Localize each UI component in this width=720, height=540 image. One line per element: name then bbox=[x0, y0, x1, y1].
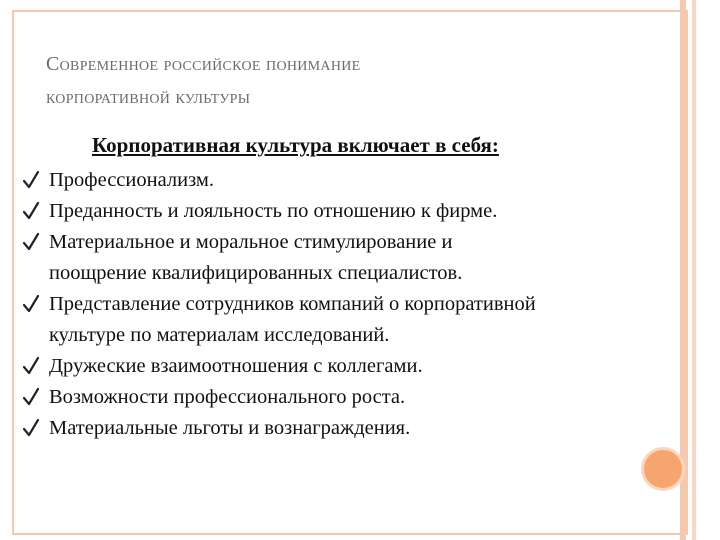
checkmark-icon bbox=[22, 293, 40, 315]
list-item bbox=[22, 351, 702, 382]
list-item-text-continued: поощрение квалифицированных специалистов. bbox=[49, 262, 463, 284]
list-item bbox=[22, 165, 702, 196]
section-heading: Корпоративная культура включает в себя: bbox=[92, 133, 499, 157]
list-item bbox=[22, 196, 702, 227]
list-item-text-continued: культуре по материалам исследований. bbox=[49, 324, 390, 346]
title-line-2: корпоративной культуры bbox=[46, 86, 251, 108]
checkmark-icon bbox=[22, 169, 40, 191]
list-item-text: Материальное и моральное стимулирование и bbox=[49, 231, 453, 253]
list-item-text: Материальные льготы и вознаграждения. bbox=[49, 417, 411, 439]
slide-title bbox=[46, 48, 606, 114]
list-item bbox=[22, 382, 702, 413]
checkmark-icon bbox=[22, 200, 40, 222]
list-item-text: Профессионализм. bbox=[49, 169, 214, 191]
list-item-text: Представление сотрудников компаний о корпоративной bbox=[49, 293, 536, 315]
checkmark-icon bbox=[22, 355, 40, 377]
list-item-text: Возможности профессионального роста. bbox=[49, 386, 406, 408]
list-item bbox=[22, 289, 702, 351]
list-item-text: Дружеские взаимоотношения с коллегами. bbox=[49, 355, 423, 377]
list-item-text: Преданность и лояльность по отношению к фирме. bbox=[49, 200, 498, 222]
title-line-1: Современное российское понимание bbox=[46, 53, 361, 75]
checkmark-icon bbox=[22, 386, 40, 408]
bullet-list bbox=[22, 165, 702, 444]
checkmark-icon bbox=[22, 231, 40, 253]
decorative-circle bbox=[641, 447, 685, 491]
list-item bbox=[22, 413, 702, 444]
list-item bbox=[22, 227, 702, 289]
checkmark-icon bbox=[22, 417, 40, 439]
